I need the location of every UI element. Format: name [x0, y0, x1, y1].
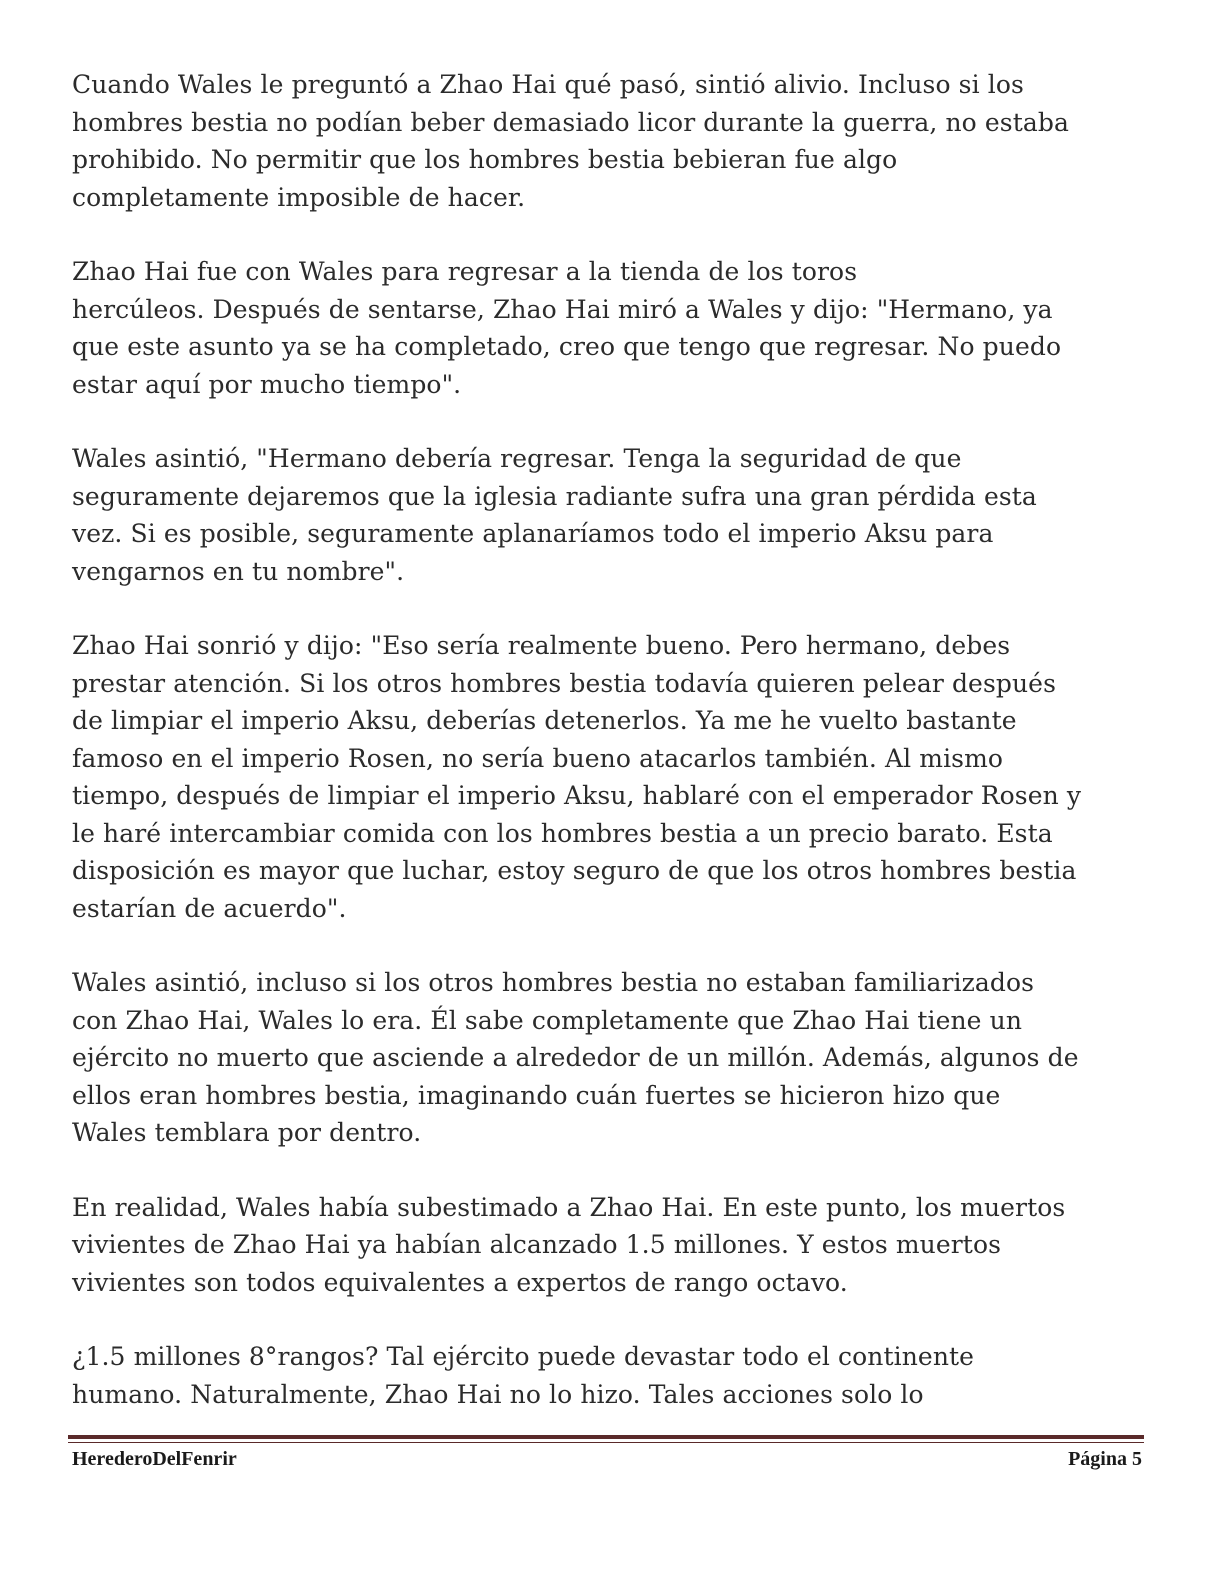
text-line: prestar atención. Si los otros hombres bestia todavía quieren pelear después	[72, 668, 1057, 698]
text-line: vivientes son todos equivalentes a expertos de rango octavo.	[72, 1267, 848, 1297]
paragraph-2	[72, 253, 1152, 403]
text-line: estarían de acuerdo".	[72, 893, 347, 923]
text-line: hercúleos. Después de sentarse, Zhao Hai miró a Wales y dijo: "Hermano, ya	[72, 294, 1053, 324]
text-line: que este asunto ya se ha completado, creo que tengo que regresar. No puedo	[72, 332, 1062, 361]
text-line: Wales asintió, "Hermano debería regresar. Tenga la seguridad de que	[72, 444, 962, 473]
paragraph-1	[72, 66, 1152, 216]
text-line: Zhao Hai sonrió y dijo: "Eso sería realmente bueno. Pero hermano, debes	[72, 631, 1011, 660]
footer-author: HerederoDelFenrir	[72, 1448, 237, 1470]
text-line: ejército no muerto que asciende a alrededor de un millón. Además, algunos de	[72, 1043, 1079, 1072]
text-line: famoso en el imperio Rosen, no sería bueno atacarlos también. Al mismo	[72, 743, 1004, 773]
text-line: tiempo, después de limpiar el imperio Aksu, hablaré con el emperador Rosen y	[72, 781, 1082, 810]
text-line: vivientes de Zhao Hai ya habían alcanzado 1.5 millones. Y estos muertos	[72, 1230, 1002, 1259]
text-line: Zhao Hai fue con Wales para regresar a la tienda de los toros	[72, 257, 858, 286]
text-line: Wales asintió, incluso si los otros hombres bestia no estaban familiarizados	[72, 968, 1035, 997]
paragraph-6	[72, 1189, 1152, 1302]
text-line: vez. Si es posible, seguramente aplanaríamos todo el imperio Aksu para	[72, 519, 994, 548]
text-line: vengarnos en tu nombre".	[72, 556, 405, 586]
paragraph-3	[72, 440, 1152, 590]
text-line: prohibido. No permitir que los hombres bestia bebieran fue algo	[72, 145, 898, 174]
text-line: le haré intercambiar comida con los hombres bestia a un precio barato. Esta	[72, 818, 1053, 848]
text-line: hombres bestia no podían beber demasiado licor durante la guerra, no estaba	[72, 107, 1069, 137]
paragraph-5	[72, 964, 1152, 1152]
footer-divider-thin	[68, 1442, 1144, 1443]
text-line: Wales temblara por dentro.	[72, 1118, 422, 1147]
text-line: seguramente dejaremos que la iglesia radiante sufra una gran pérdida esta	[72, 481, 1037, 511]
paragraph-7	[72, 1338, 1152, 1413]
text-line: completamente imposible de hacer.	[72, 182, 526, 212]
body-text	[72, 66, 1152, 1450]
text-line: ellos eran hombres bestia, imaginando cuán fuertes se hicieron hizo que	[72, 1080, 1001, 1110]
text-line: En realidad, Wales había subestimado a Zhao Hai. En este punto, los muertos	[72, 1192, 1066, 1222]
footer-page-number: Página 5	[1068, 1448, 1142, 1470]
footer-divider-thick	[68, 1435, 1144, 1439]
text-line: con Zhao Hai, Wales lo era. Él sabe completamente que Zhao Hai tiene un	[72, 1005, 1023, 1035]
text-line: disposición es mayor que luchar, estoy seguro de que los otros hombres bestia	[72, 856, 1077, 885]
text-line: ¿1.5 millones 8°rangos? Tal ejército puede devastar todo el continente	[72, 1342, 975, 1371]
text-line: Cuando Wales le preguntó a Zhao Hai qué pasó, sintió alivio. Incluso si los	[72, 70, 1024, 99]
paragraph-4	[72, 627, 1152, 927]
text-line: estar aquí por mucho tiempo".	[72, 369, 462, 399]
text-line: de limpiar el imperio Aksu, deberías detenerlos. Ya me he vuelto bastante	[72, 706, 1017, 735]
text-line: humano. Naturalmente, Zhao Hai no lo hizo. Tales acciones solo lo	[72, 1379, 924, 1409]
